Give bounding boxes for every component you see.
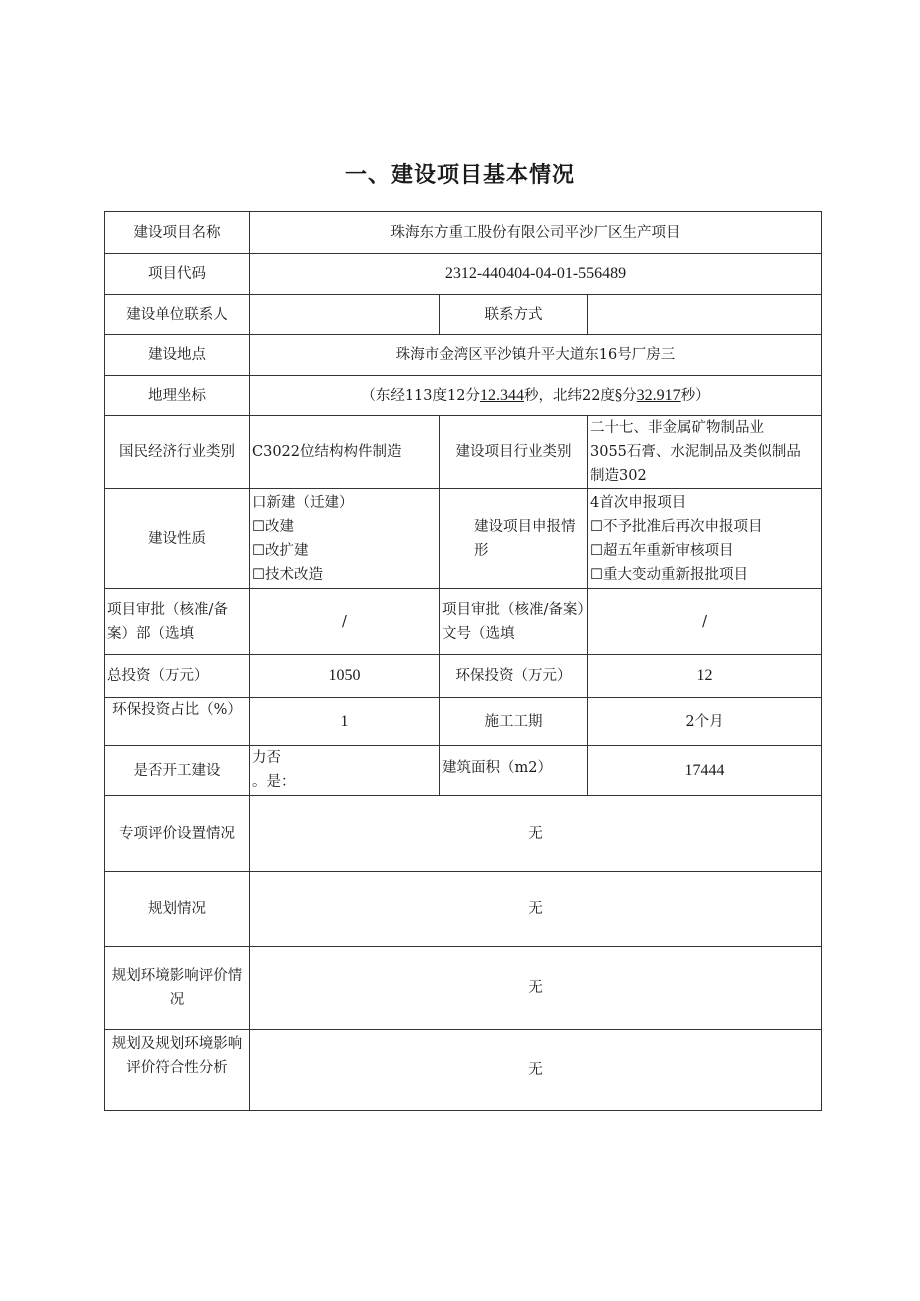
- declare-option-reapply[interactable]: ☐不予批准后再次申报项目: [590, 518, 763, 535]
- floor-area-label: 建筑面积（m2）: [440, 746, 588, 796]
- investment-value: 1050: [250, 655, 440, 698]
- project-name-value: 珠海东方重工股份有限公司平沙厂区生产项目: [250, 212, 822, 254]
- coords-mid: 秒，北纬22度§分: [523, 387, 637, 404]
- industry-value: C3022位结构构件制造: [250, 416, 440, 489]
- coords-label: 地理坐标: [105, 376, 250, 416]
- approval-dept-value: /: [250, 589, 440, 655]
- project-industry-line: 3055石膏、水泥制品及类似制品: [590, 444, 801, 460]
- special-eval-label: 专项评价设置情况: [105, 796, 250, 872]
- project-code-value: 2312-440404-04-01-556489: [250, 254, 822, 295]
- row-planning-env: [105, 947, 822, 1030]
- project-info-table: [104, 211, 822, 1111]
- location-label: 建设地点: [105, 335, 250, 376]
- project-industry-label: 建设项目行业类别: [440, 416, 588, 489]
- coords-suffix: 秒）: [680, 387, 710, 404]
- started-value: [250, 746, 440, 796]
- project-industry-line: 制造302: [590, 468, 647, 484]
- row-project-code: [105, 254, 822, 295]
- row-industry: [105, 416, 822, 489]
- declare-situation-options: [588, 489, 822, 589]
- started-label: 是否开工建设: [105, 746, 250, 796]
- coords-prefix: （东经113度12分: [361, 387, 480, 404]
- row-compliance: [105, 1030, 822, 1111]
- row-started: [105, 746, 822, 796]
- special-eval-value: 无: [250, 796, 822, 872]
- nature-option-tech[interactable]: ☐技术改造: [252, 566, 323, 583]
- started-option-yes[interactable]: 。是：: [252, 774, 296, 790]
- compliance-label: 规划及规划环境影响评价符合性分析: [105, 1030, 250, 1111]
- contact-value: [250, 295, 440, 335]
- row-special-eval: [105, 796, 822, 872]
- nature-options: [250, 489, 440, 589]
- industry-label: 国民经济行业类别: [105, 416, 250, 489]
- nature-option-rebuild[interactable]: ☐改建: [252, 518, 294, 535]
- approval-dept-label: 项目审批（核准/备案）部（选填: [105, 589, 250, 655]
- approval-doc-value: /: [588, 589, 822, 655]
- declare-option-major-change[interactable]: ☐重大变动重新报批项目: [590, 566, 748, 583]
- project-name-label: 建设项目名称: [105, 212, 250, 254]
- planning-env-value: 无: [250, 947, 822, 1030]
- row-project-name: [105, 212, 822, 254]
- row-contact: [105, 295, 822, 335]
- coords-value: [250, 376, 822, 416]
- row-planning: [105, 872, 822, 947]
- declare-situation-label: 建设项目申报情形: [440, 489, 588, 589]
- declare-option-first[interactable]: 4首次申报项目: [590, 494, 687, 511]
- env-investment-value: 12: [588, 655, 822, 698]
- investment-label: 总投资（万元）: [105, 655, 250, 698]
- row-investment: [105, 655, 822, 698]
- project-industry-value: [588, 416, 822, 489]
- row-ratio: [105, 698, 822, 746]
- coords-lat-seconds: 32.917: [636, 386, 681, 404]
- floor-area-value: 17444: [588, 746, 822, 796]
- env-investment-label: 环保投资（万元）: [440, 655, 588, 698]
- construction-period-label: 施工工期: [440, 698, 588, 746]
- declare-option-five-year[interactable]: ☐超五年重新审核项目: [590, 542, 734, 559]
- env-ratio-label: 环保投资占比（%）: [105, 698, 250, 746]
- row-location: [105, 335, 822, 376]
- construction-period-value: 2个月: [588, 698, 822, 746]
- contact-label: 建设单位联系人: [105, 295, 250, 335]
- nature-option-new[interactable]: 口新建（迁建）: [252, 494, 354, 511]
- planning-label: 规划情况: [105, 872, 250, 947]
- project-code-label: 项目代码: [105, 254, 250, 295]
- project-industry-line: 二十七、非金属矿物制品业: [590, 420, 764, 436]
- started-option-no[interactable]: 力否: [252, 750, 281, 766]
- nature-option-expand[interactable]: ☐改扩建: [252, 542, 309, 559]
- row-approval: [105, 589, 822, 655]
- contact-method-value: [588, 295, 822, 335]
- compliance-value: 无: [250, 1030, 822, 1111]
- approval-doc-label: 项目审批（核准/备案）文号（选填: [440, 589, 588, 655]
- page-title: 一、建设项目基本情况: [344, 163, 575, 188]
- location-value: 珠海市金湾区平沙镇升平大道东16号厂房三: [250, 335, 822, 376]
- nature-label: 建设性质: [105, 489, 250, 589]
- env-ratio-value: 1: [250, 698, 440, 746]
- coords-lon-seconds: 12.344: [479, 386, 524, 404]
- contact-method-label: 联系方式: [440, 295, 588, 335]
- planning-value: 无: [250, 872, 822, 947]
- planning-env-label: 规划环境影响评价情况: [105, 947, 250, 1030]
- row-nature: [105, 489, 822, 589]
- row-coords: [105, 376, 822, 416]
